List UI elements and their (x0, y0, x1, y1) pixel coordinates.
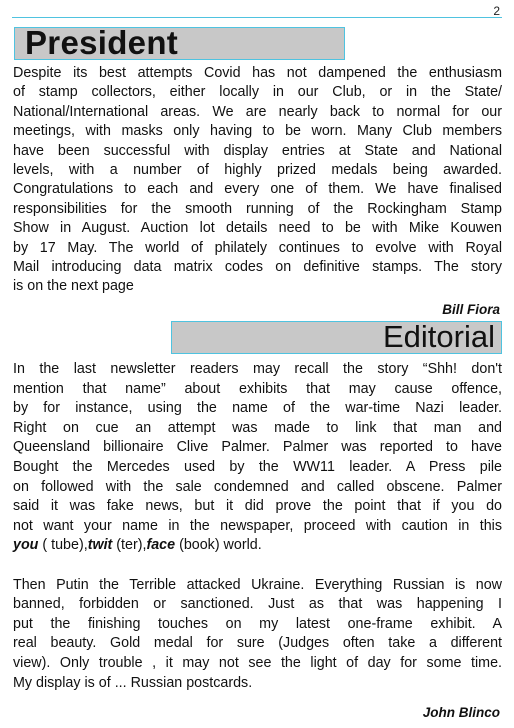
editorial-signature: John Blinco (422, 705, 500, 720)
president-signature: Bill Fiora (442, 302, 500, 317)
editorial-paragraph-2 (13, 576, 502, 694)
editorial-line: Right on cue an attempt was made to link that man and (13, 419, 502, 436)
editorial-paragraph-1 (13, 360, 502, 556)
president-line: by 17 May. The world of philately continues to evolve with Royal (13, 239, 502, 256)
president-heading: President (25, 24, 179, 61)
president-line: Show in August. Auction lot details need to be with Mike Kouwen (13, 220, 502, 237)
editorial-line: In the last newsletter readers may recall the story “Shh! don't (13, 361, 502, 377)
text-tube: ( tube), (38, 537, 88, 554)
president-line: is on the next page (13, 278, 134, 295)
editorial-line: view). Only trouble , it may not see the light of day for some time. (13, 654, 502, 671)
president-line: responsibilities for the smooth running of the Rockingham Stamp (13, 200, 502, 217)
president-line: meetings, with masks only having to be worn. Many Club members (13, 123, 502, 140)
italic-word-you: you (13, 537, 39, 554)
president-line: National/International areas. We are nearly back to normal for our (13, 103, 502, 120)
editorial-heading-box (171, 321, 502, 354)
president-message (13, 64, 502, 297)
editorial-body (13, 360, 502, 693)
president-heading-box (14, 24, 345, 61)
top-rule (12, 17, 502, 18)
text-ter: (ter), (112, 537, 147, 554)
editorial-line: not want your name in the newspaper, proceed with caution in this (13, 517, 502, 534)
editorial-line: Bought the Mercedes used by the WW11 leader. A Press pile (13, 458, 502, 475)
editorial-line: Then Putin the Terrible attacked Ukraine. Everything Russian is now (13, 576, 502, 593)
editorial-line: put the finishing touches on my latest one-frame exhibit. A (13, 615, 502, 632)
editorial-line: by for instance, using the name of the war-time Nazi leader. (13, 400, 502, 417)
president-line: Mail introducing data matrix codes on definitive stamps. The story (13, 259, 502, 276)
italic-word-face: face (146, 537, 176, 554)
page-number: 2 (493, 4, 500, 18)
president-line: of stamp collectors, either locally in our Club, or in the State/ (13, 84, 502, 101)
president-line: Despite its best attempts Covid has not dampened the enthusiasm (13, 65, 502, 81)
editorial-line: mention that name” about exhibits that may cause offence, (13, 380, 502, 397)
president-line: Congratulations to each and every one of them. We have finalised (13, 181, 502, 198)
editorial-line: real beauty. Gold medal for sure (Judges often take a different (13, 635, 502, 652)
editorial-heading: Editorial (383, 319, 495, 354)
editorial-line: banned, forbidden or sanctioned. Just as that was happening I (13, 596, 502, 613)
editorial-line: Queensland billionaire Clive Palmer. Palmer was reported to have (13, 439, 502, 456)
editorial-line: on followed with the sale condemned and called obscene. Palmer (13, 478, 502, 495)
italic-word-twit: twit (87, 537, 113, 554)
text-book-world: (book) world. (175, 537, 262, 554)
editorial-line: said it was fake news, but it did prove the point that if you do (13, 498, 502, 515)
editorial-line-social (13, 536, 502, 556)
president-line: have been successful with display entries at State and National (13, 142, 502, 159)
editorial-line: My display is of ... Russian postcards. (13, 674, 253, 691)
president-line: levels, with a number of highly prized medals being awarded. (13, 162, 502, 179)
